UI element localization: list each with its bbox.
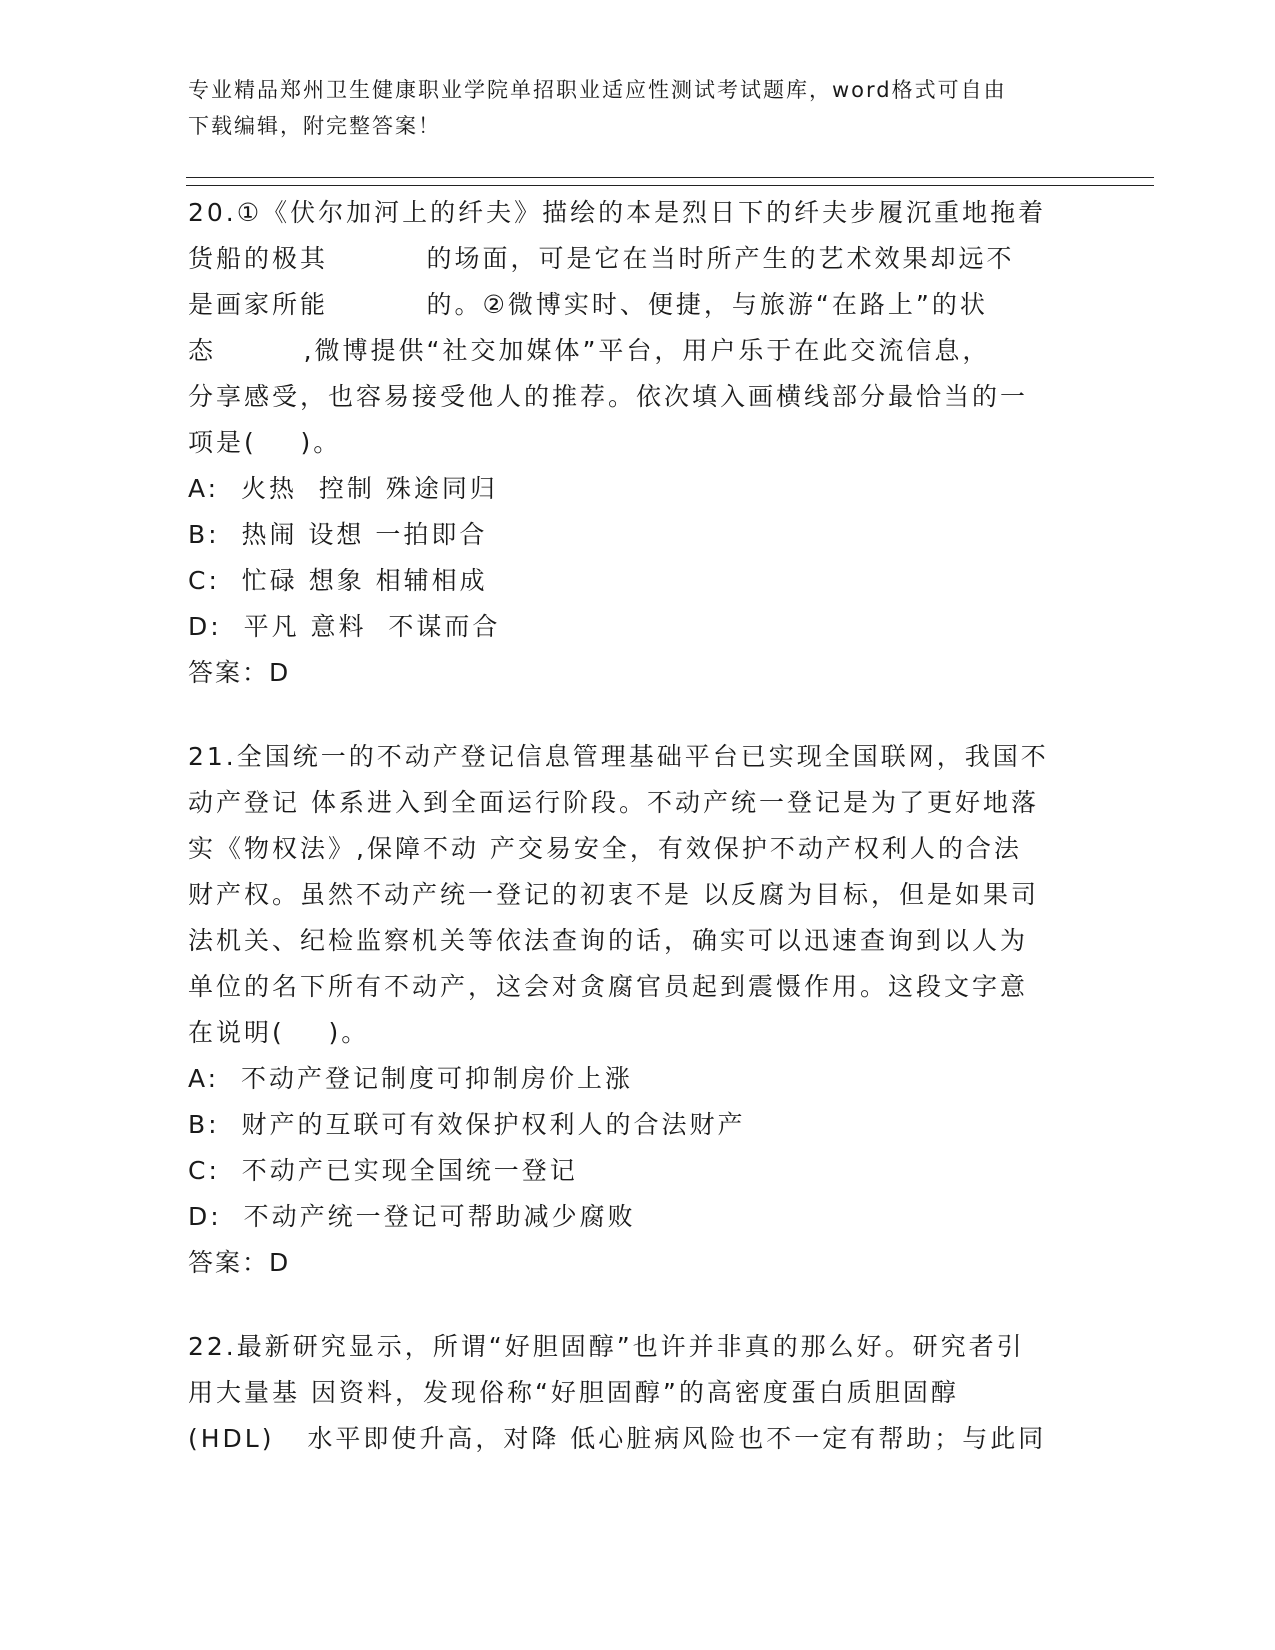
option-b: B: 财产的互联可有效保护权利人的合法财产 [188,1110,746,1139]
stem-line: 在说明( )。 [188,1018,370,1047]
stem-line: 财产权。虽然不动产统一登记的初衷不是 以反腐为目标，但是如果司 [188,880,1039,909]
option-a: A: 不动产登记制度可抑制房价上涨 [188,1064,633,1093]
question-20 [188,190,1088,696]
stem-line: 21.全国统一的不动产登记信息管理基础平台已实现全国联网，我国不 [188,742,1049,771]
question-stem [188,1324,1088,1462]
stem-line: 态 ,微博提供“社交加媒体”平台，用户乐于在此交流信息， [188,336,991,365]
option-d: D: 不动产统一登记可帮助减少腐败 [188,1202,636,1231]
stem-line: 法机关、纪检监察机关等依法查询的话，确实可以迅速查询到以人为 [188,926,1029,955]
stem-line: (HDL) 水平即使升高，对降 低心脏病风险也不一定有帮助；与此同 [188,1424,1047,1453]
answer: 答案：D [188,658,291,687]
stem-line: 是画家所能 的。②微博实时、便捷，与旅游“在路上”的状 [188,290,988,319]
question-stem [188,190,1088,466]
stem-line: 20.①《伏尔加河上的纤夫》描绘的本是烈日下的纤夫步履沉重地拖着 [188,198,1047,227]
stem-line: 单位的名下所有不动产，这会对贪腐官员起到震慑作用。这段文字意 [188,972,1029,1001]
question-21 [188,734,1088,1286]
stem-line: 分享感受，也容易接受他人的推荐。依次填入画横线部分最恰当的一 [188,382,1029,411]
stem-line: 项是( )。 [188,428,342,457]
stem-line: 实《物权法》,保障不动 产交易安全，有效保护不动产权利人的合法 [188,834,1022,863]
question-22 [188,1324,1088,1462]
stem-line: 动产登记 体系进入到全面运行阶段。不动产统一登记是为了更好地落 [188,788,1039,817]
answer: 答案：D [188,1248,291,1277]
option-c: C: 不动产已实现全国统一登记 [188,1156,578,1185]
header-rule-top [186,177,1154,178]
option-b: B: 热闹 设想 一拍即合 [188,520,488,549]
header-rule-bottom [186,185,1154,186]
header-line-2: 下载编辑，附完整答案！ [188,114,441,138]
option-d: D: 平凡 意料 不谋而合 [188,612,501,641]
option-c: C: 忙碌 想象 相辅相成 [188,566,488,595]
stem-line: 用大量基 因资料，发现俗称“好胆固醇”的高密度蛋白质胆固醇 [188,1378,959,1407]
option-a: A: 火热 控制 殊途同归 [188,474,498,503]
stem-line: 货船的极其 的场面，可是它在当时所产生的艺术效果却远不 [188,244,1015,273]
stem-line: 22.最新研究显示，所谓“好胆固醇”也许并非真的那么好。研究者引 [188,1332,1025,1361]
question-stem [188,734,1088,1056]
header-line-1: 专业精品郑州卫生健康职业学院单招职业适应性测试考试题库，word格式可自由 [188,78,1007,102]
page-header [188,72,1088,144]
